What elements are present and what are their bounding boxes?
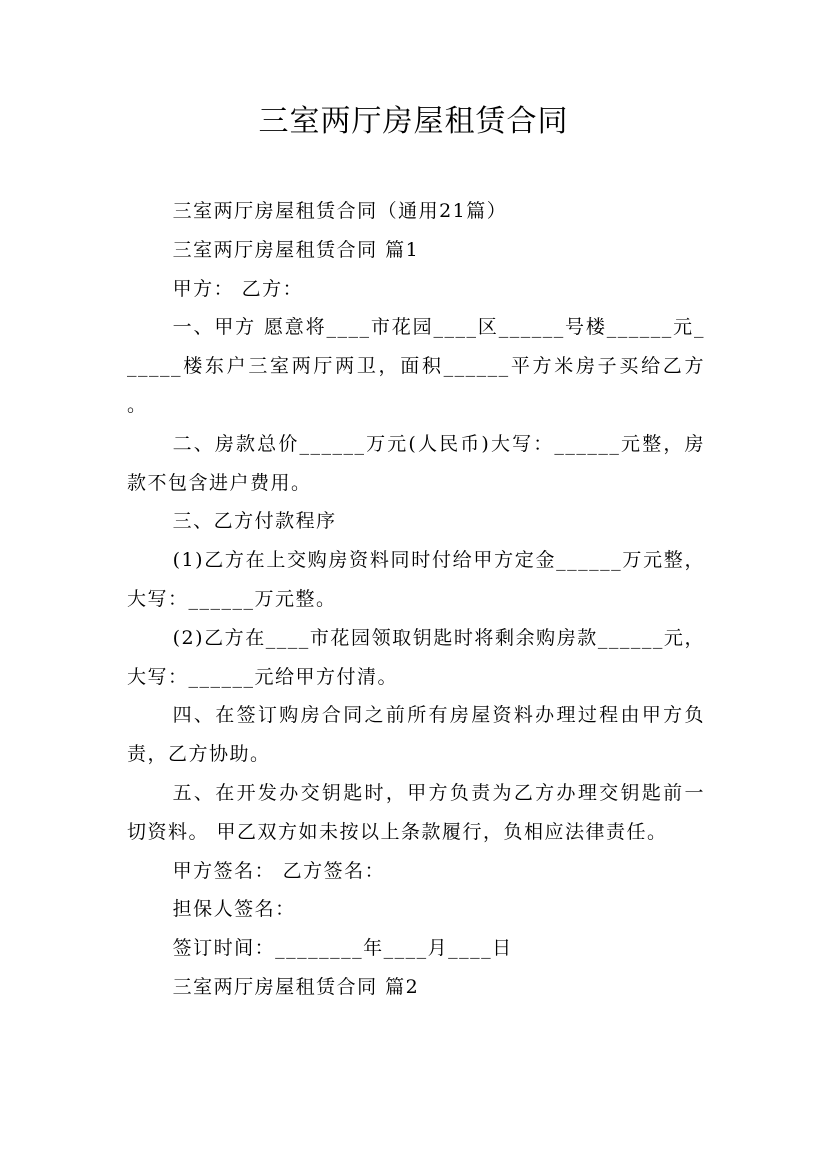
doc-paragraph: 担保人签名： xyxy=(172,898,296,921)
doc-paragraph: 甲方： 乙方： xyxy=(172,277,304,300)
document-body xyxy=(127,192,705,1007)
doc-paragraph: 二、房款总价______万元(人民币)大写：______元整，房款不包含进户费用。 xyxy=(127,432,705,494)
doc-paragraph: 签订时间：________年____月____日 xyxy=(172,937,513,960)
doc-paragraph: (2)乙方在____市花园领取钥匙时将剩余购房款______元，大写：______元给甲方付清。 xyxy=(127,626,705,688)
doc-paragraph: 一、甲方 愿意将____市花园____区______号楼______元______楼东户三室两厅两卫，面积______平方米房子买给乙方 。 xyxy=(127,316,705,416)
doc-paragraph: (1)乙方在上交购房资料同时付给甲方定金______万元整，大写：______万元整。 xyxy=(127,549,705,610)
doc-paragraph: 三、乙方付款程序 xyxy=(172,510,337,533)
doc-paragraph: 四、在签订购房合同之前所有房屋资料办理过程由甲方负责，乙方协助。 xyxy=(127,704,705,766)
doc-paragraph: 甲方签名： 乙方签名： xyxy=(172,859,386,882)
doc-paragraph: 五、在开发办交钥匙时，甲方负责为乙方办理交钥匙前一切资料。 甲乙双方如未按以上条款履行，负相应法律责任。 xyxy=(127,781,705,843)
doc-paragraph: 三室两厅房屋租赁合同 篇2 xyxy=(172,975,420,998)
doc-paragraph: 三室两厅房屋租赁合同 篇1 xyxy=(172,238,420,261)
doc-paragraph: 三室两厅房屋租赁合同（通用21篇） xyxy=(172,200,508,222)
document-title: 三室两厅房屋租赁合同 xyxy=(258,104,569,139)
